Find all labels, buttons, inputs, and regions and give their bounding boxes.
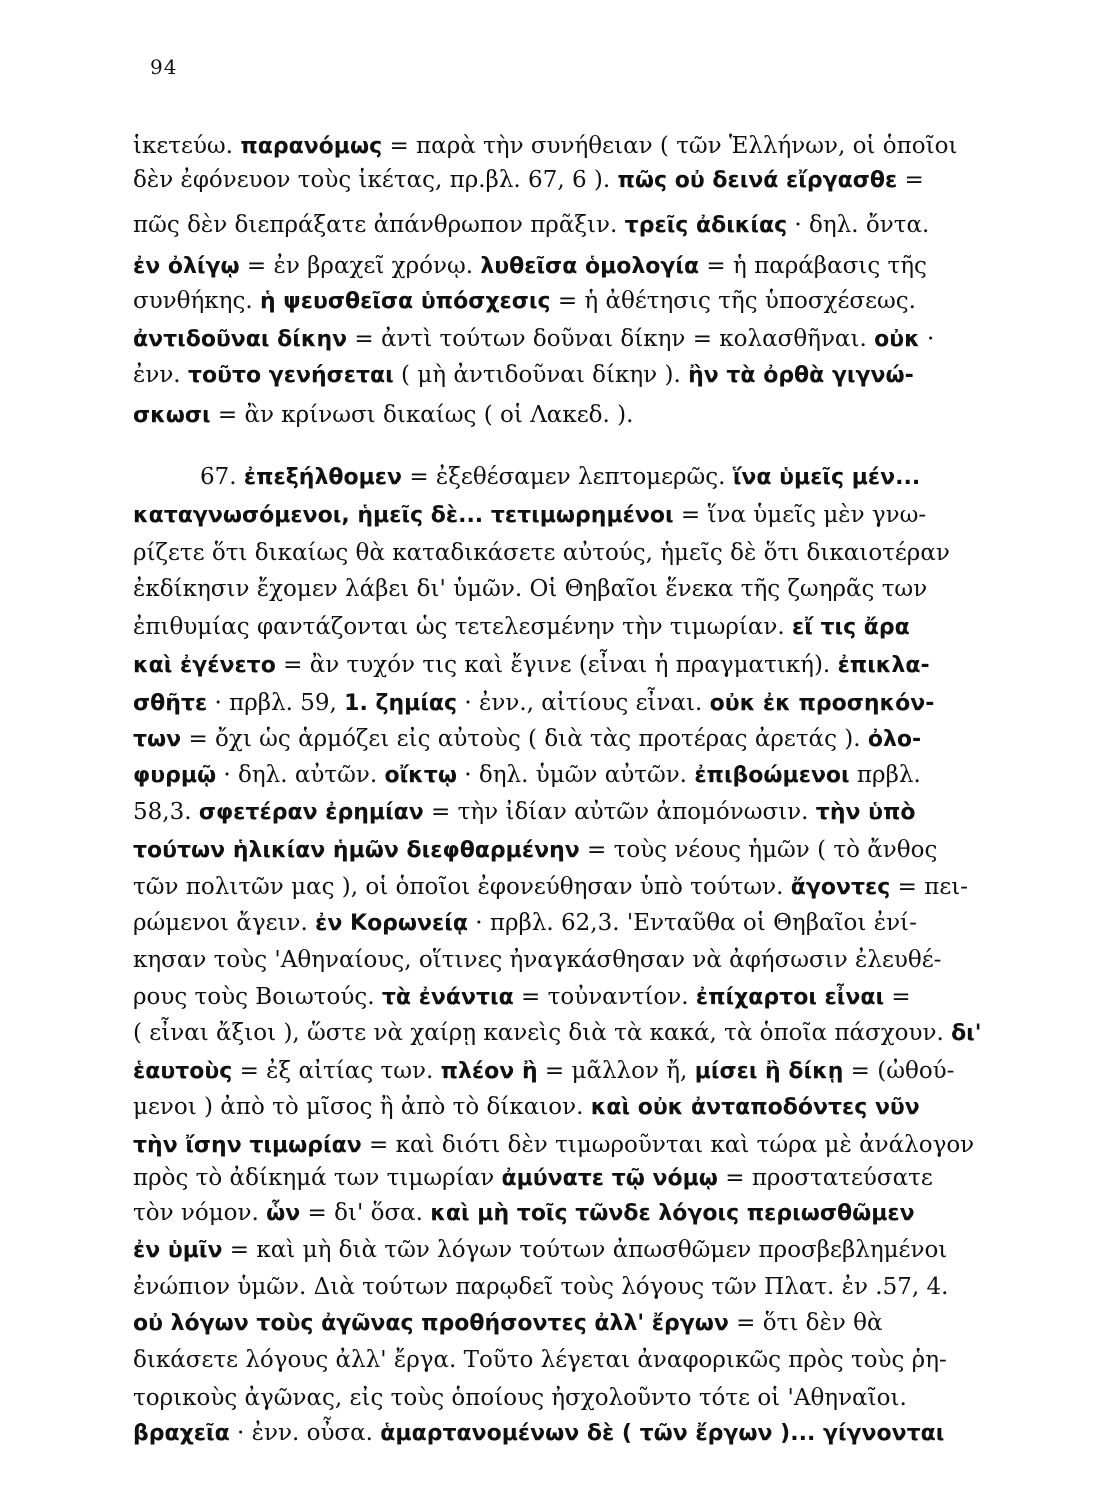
- gloss-text: = παρὰ τὴν συνήθειαν ( τῶν Ἑλλήνων, οἱ ὁποῖοι: [382, 133, 958, 159]
- gloss-text: ἐκδίκησιν ἔχομεν λάβει δι' ὑμῶν. Οἱ Θηβαῖοι ἕνεκα τῆς ζωηρᾶς των: [133, 576, 928, 602]
- gloss-text: ἐνώπιον ὑμῶν. Διὰ τούτων παρῳδεῖ τοὺς λόγους τῶν Πλατ. ἐν .57, 4.: [133, 1274, 949, 1300]
- bold-lemma: ἐπικλα-: [837, 653, 930, 678]
- text-line: [133, 574, 1048, 604]
- gloss-text: = τοὐναντίον.: [513, 984, 696, 1010]
- gloss-text: δικάσετε λόγους ἀλλ' ἔργα. Τοῦτο λέγεται ἀναφορικῶς πρὸς τοὺς ῥη-: [133, 1347, 947, 1373]
- bold-lemma: σθῆτε: [133, 691, 208, 716]
- page-number: 94: [150, 55, 178, 79]
- gloss-text: = προστατεύσατε: [717, 1165, 933, 1191]
- bold-lemma: ἐπιβοώμενοι: [694, 763, 850, 788]
- gloss-text: συνθήκης.: [133, 288, 260, 314]
- bold-lemma: ἐν ὑμῖν: [133, 1238, 223, 1263]
- text-line: [133, 286, 1048, 316]
- gloss-text: 58,3.: [133, 799, 199, 825]
- gloss-text: = ἐξ αἰτίας των.: [232, 1058, 441, 1084]
- text-line: [200, 462, 1048, 492]
- gloss-text: = τοὺς νέους ἡμῶν ( τὸ ἄνθος: [579, 837, 938, 863]
- text-line: [133, 538, 1048, 568]
- text-line: [133, 1018, 1048, 1048]
- bold-lemma: καὶ μὴ τοῖς τῶνδε λόγοις περιωσθῶμεν: [430, 1201, 915, 1226]
- gloss-text: ἐπιθυμίας φαντάζονται ὡς τετελεσμένην τὴν τιμωρίαν.: [133, 614, 793, 640]
- bold-lemma: σφετέραν ἐρημίαν: [198, 800, 424, 825]
- gloss-text: = δι' ὅσα.: [300, 1200, 431, 1226]
- bold-lemma: πῶς οὐ δεινά εἴργασθε: [617, 168, 898, 193]
- bold-lemma: ἄγοντες: [790, 875, 891, 900]
- gloss-text: = καὶ μὴ διὰ τῶν λόγων τούτων ἀπωσθῶμεν προσβεβλημένοι: [222, 1237, 948, 1263]
- gloss-text: ἱκετεύω.: [133, 133, 241, 159]
- gloss-text: ἐνν.: [133, 362, 188, 388]
- gloss-text: = ἵνα ὑμεῖς μὲν γνω-: [673, 502, 927, 528]
- gloss-text: δὲν ἐφόνευον τοὺς ἱκέτας, πρ.βλ. 67, 6 ).: [133, 167, 618, 193]
- text-line: [133, 400, 1048, 430]
- bold-lemma: σκωσι: [133, 403, 211, 428]
- gloss-text: · δηλ. ὑμῶν αὐτῶν.: [456, 762, 695, 788]
- gloss-text: =: [897, 167, 924, 193]
- bold-lemma: οὐκ ἐκ προσηκόν-: [709, 691, 935, 716]
- text-line: [133, 1272, 1048, 1302]
- gloss-text: = ἡ παράβασις τῆς: [699, 253, 927, 279]
- gloss-text: = ὅτι δὲν θὰ: [728, 1310, 883, 1336]
- bold-lemma: των: [133, 727, 182, 752]
- text-line: [133, 1235, 1048, 1265]
- gloss-text: πρὸς τὸ ἀδίκημά των τιμωρίαν: [133, 1165, 502, 1191]
- bold-lemma: παρανόμως: [240, 134, 383, 159]
- text-line: [133, 1383, 1048, 1413]
- bold-lemma: οἴκτῳ: [384, 763, 457, 788]
- text-line: [133, 1308, 1048, 1338]
- text-line: [133, 324, 1048, 354]
- gloss-text: κησαν τοὺς 'Αθηναίους, οἵτινες ἠναγκάσθησαν νὰ ἀφήσωσιν ἐλευθέ-: [133, 947, 942, 973]
- text-line: [133, 1418, 1048, 1448]
- bold-lemma: ὧν: [266, 1201, 301, 1226]
- text-line: [133, 360, 1048, 390]
- text-line: [133, 872, 1048, 902]
- text-line: [133, 688, 1048, 718]
- gloss-text: = ἂν τυχόν τις καὶ ἔγινε (εἶναι ἡ πραγματική).: [275, 652, 838, 678]
- gloss-text: = τὴν ἰδίαν αὐτῶν ἀπομόνωσιν.: [423, 799, 816, 825]
- bold-lemma: πλέον ἢ: [440, 1059, 538, 1084]
- bold-lemma: οὐκ: [874, 327, 920, 352]
- bold-lemma: καταγνωσόμενοι, ἡμεῖς δὲ... τετιμωρημένοι: [133, 503, 674, 528]
- bold-lemma: εἴ τις ἄρα: [792, 615, 910, 640]
- gloss-text: ρίζετε ὅτι δικαίως θὰ καταδικάσετε αὐτούς, ἡμεῖς δὲ ὅτι δικαιοτέραν: [133, 540, 950, 566]
- bold-lemma: ἡ ψευσθεῖσα ὑπόσχεσις: [259, 289, 551, 314]
- gloss-text: τορικοὺς ἀγῶνας, εἰς τοὺς ὁποίους ἠσχολοῦντο τότε οἱ 'Αθηναῖοι.: [133, 1385, 907, 1411]
- gloss-text: · δηλ. αὐτῶν.: [216, 762, 385, 788]
- text-line: [133, 724, 1048, 754]
- bold-lemma: δι': [951, 1021, 982, 1046]
- gloss-text: = ἀντὶ τούτων δοῦναι δίκην = κολασθῆναι.: [347, 326, 875, 352]
- bold-lemma: ἁμαρτανομένων δὲ ( τῶν ἔργων )... γίγνονται: [380, 1421, 945, 1446]
- bold-lemma: ὀλο-: [867, 727, 922, 752]
- gloss-text: ( εἶναι ἄξιοι ), ὥστε νὰ χαίρῃ κανεὶς διὰ τὰ κακά, τὰ ὁποῖα πάσχουν.: [133, 1020, 952, 1046]
- bold-lemma: ἐν Κορωνείᾳ: [315, 911, 468, 936]
- text-line: [133, 797, 1048, 827]
- text-line: [133, 835, 1048, 865]
- bold-lemma: ἀντιδοῦναι δίκην: [133, 327, 348, 352]
- gloss-text: μενοι ) ἀπὸ τὸ μῖσος ἢ ἀπὸ τὸ δίκαιον.: [133, 1094, 591, 1120]
- bold-lemma: ἐπεξήλθομεν: [243, 465, 403, 490]
- text-line: [133, 210, 1048, 240]
- gloss-text: = ὄχι ὡς ἁρμόζει εἰς αὐτοὺς ( διὰ τὰς προτέρας ἀρετάς ).: [181, 726, 868, 752]
- gloss-text: = ἂν κρίνωσι δικαίως ( οἱ Λακεδ. ).: [210, 402, 634, 428]
- bold-lemma: βραχεῖα: [133, 1421, 230, 1446]
- bold-lemma: ἑαυτοὺς: [133, 1059, 233, 1084]
- bold-lemma: τὴν ἴσην τιμωρίαν: [133, 1133, 362, 1158]
- gloss-text: πῶς δὲν διεπράξατε ἀπάνθρωπον πρᾶξιν.: [133, 212, 625, 238]
- text-line: [133, 982, 1048, 1012]
- gloss-text: 67.: [200, 464, 244, 490]
- gloss-text: = (ὠθού-: [843, 1058, 955, 1084]
- gloss-text: · ἐνν., αἰτίους εἶναι.: [457, 690, 710, 716]
- text-line: [133, 165, 1048, 195]
- bold-lemma: τρεῖς ἀδικίας: [624, 213, 788, 238]
- bold-lemma: ἵνα ὑμεῖς μέν...: [732, 465, 921, 490]
- bold-lemma: φυρμῷ: [133, 763, 217, 788]
- gloss-text: τὸν νόμον.: [133, 1200, 267, 1226]
- bold-lemma: τούτων ἡλικίαν ἡμῶν διεφθαρμένην: [133, 838, 580, 863]
- text-line: [133, 612, 1048, 642]
- bold-lemma: ἀμύνατε τῷ νόμῳ: [501, 1166, 718, 1191]
- text-line: [133, 1130, 1048, 1160]
- bold-lemma: ἐν ὀλίγῳ: [133, 254, 240, 279]
- gloss-text: ρους τοὺς Βοιωτούς.: [133, 984, 382, 1010]
- bold-lemma: τοῦτο γενήσεται: [187, 363, 394, 388]
- gloss-text: · ἐνν. οὖσα.: [229, 1420, 381, 1446]
- gloss-text: ( μὴ ἀντιδοῦναι δίκην ).: [393, 362, 689, 388]
- gloss-text: · δηλ. ὄντα.: [787, 212, 930, 238]
- gloss-text: · πρβλ. 62,3. 'Ενταῦθα οἱ Θηβαῖοι ἐνί-: [467, 910, 917, 936]
- gloss-text: = καὶ διότι δὲν τιμωροῦνται καὶ τώρα μὲ ἀνάλογον: [361, 1132, 975, 1158]
- bold-lemma: ἢν τὰ ὀρθὰ γιγνώ-: [688, 363, 914, 388]
- bold-lemma: μίσει ἢ δίκῃ: [694, 1059, 844, 1084]
- bold-lemma: ἐπίχαρτοι εἶναι: [695, 985, 885, 1010]
- gloss-text: = ἐξεθέσαμεν λεπτομερῶς.: [402, 464, 733, 490]
- gloss-text: ρώμενοι ἄγειν.: [133, 910, 316, 936]
- gloss-text: τῶν πολιτῶν μας ), οἱ ὁποῖοι ἐφονεύθησαν ὑπὸ τούτων.: [133, 874, 791, 900]
- bold-lemma: καὶ ἐγένετο: [133, 653, 276, 678]
- text-line: [133, 1198, 1048, 1228]
- bold-lemma: τὴν ὑπὸ: [815, 800, 916, 825]
- bold-lemma: καὶ οὐκ ἀνταποδόντες νῦν: [590, 1095, 920, 1120]
- gloss-text: = ἐν βραχεῖ χρόνῳ.: [239, 253, 481, 279]
- text-line: [133, 251, 1048, 281]
- text-line: [133, 945, 1048, 975]
- bold-lemma: 1. ζημίας: [344, 691, 458, 716]
- text-line: [133, 131, 1048, 161]
- text-line: [133, 1056, 1048, 1086]
- gloss-text: =: [884, 984, 911, 1010]
- text-line: [133, 1345, 1048, 1375]
- gloss-text: · πρβλ. 59,: [207, 690, 345, 716]
- bold-lemma: τὰ ἐνάντια: [381, 985, 514, 1010]
- bold-lemma: λυθεῖσα ὁμολογία: [480, 254, 700, 279]
- text-line: [133, 760, 1048, 790]
- text-line: [133, 1163, 1048, 1193]
- gloss-text: = ἡ ἀθέτησις τῆς ὑποσχέσεως.: [550, 288, 916, 314]
- gloss-text: = μᾶλλον ἤ,: [537, 1058, 695, 1084]
- gloss-text: = πει-: [890, 874, 969, 900]
- text-line: [133, 650, 1048, 680]
- bold-lemma: οὐ λόγων τοὺς ἀγῶνας προθήσοντες ἀλλ' ἔργων: [133, 1311, 729, 1336]
- text-line: [133, 908, 1048, 938]
- text-line: [133, 1092, 1048, 1122]
- text-line: [133, 500, 1048, 530]
- gloss-text: ·: [919, 326, 935, 352]
- gloss-text: πρβλ.: [849, 762, 921, 788]
